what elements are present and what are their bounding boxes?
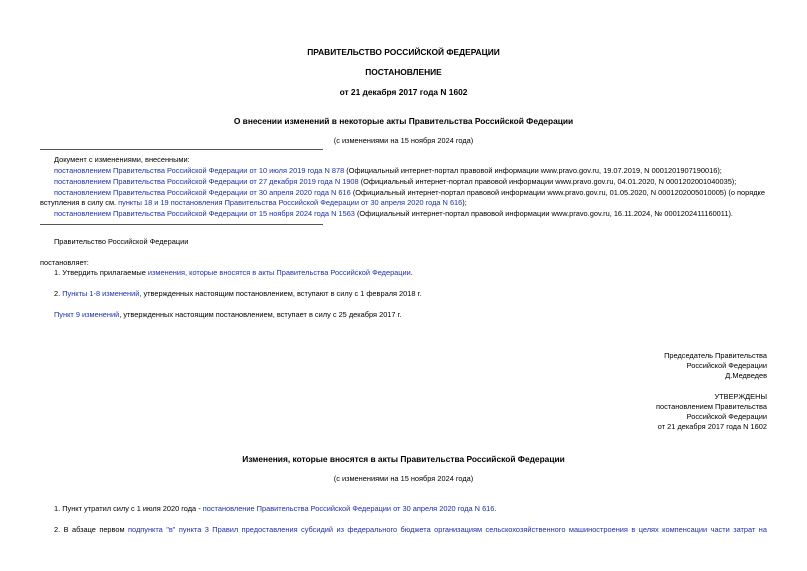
paragraph-text: 1. Утвердить прилагаемые	[54, 268, 148, 277]
revision-note: (с изменениями на 15 ноября 2024 года)	[333, 136, 474, 145]
change-item	[54, 209, 733, 218]
approved-line: Российской Федерации	[686, 412, 767, 421]
change-source: (Официальный интернет-портал правовой информации www.pravo.gov.ru, 04.01.2020, N 0001202001040035);	[358, 177, 737, 186]
top-divider	[40, 149, 323, 150]
change-note-prefix: вступления в силу см.	[40, 198, 119, 207]
change-item	[54, 166, 722, 175]
change-link[interactable]: постановлением Правительства Российской Федерации от 15 ноября 2024 года N 1563	[54, 209, 355, 218]
paragraph-1	[54, 268, 413, 277]
change-source: (Официальный интернет-портал правовой информации www.pravo.gov.ru, 16.11.2024, № 0001202411160011).	[354, 209, 733, 218]
signature-position: Председатель Правительства	[664, 351, 767, 360]
change-link[interactable]: постановлением Правительства Российской Федерации от 10 июля 2019 года N 878	[54, 166, 345, 175]
signature-position-2: Российской Федерации	[686, 361, 767, 370]
change-note-suffix: );	[462, 198, 467, 207]
change-item	[54, 177, 736, 186]
changes-intro: Документ с изменениями, внесенными:	[54, 155, 190, 164]
annex-item-link[interactable]: постановление Правительства Российской Федерации от 30 апреля 2020 года N 616	[202, 504, 495, 513]
change-item	[54, 188, 765, 197]
paragraph-text: , утвержденных настоящим постановлением, вступает в силу с 25 декабря 2017 г.	[119, 310, 402, 319]
document-date-number: от 21 декабря 2017 года N 1602	[339, 87, 468, 97]
government-heading: ПРАВИТЕЛЬСТВО РОССИЙСКОЙ ФЕДЕРАЦИИ	[307, 47, 500, 57]
annex-item-text: 2. В абзаце первом	[54, 525, 129, 534]
paragraph-link[interactable]: изменения, которые вносятся в акты Правительства Российской Федерации	[147, 268, 411, 277]
paragraph-3	[54, 310, 401, 319]
signature-name: Д.Медведев	[725, 371, 767, 380]
paragraph-link[interactable]: Пункт 9 изменений	[54, 310, 120, 319]
paragraph-text: 2.	[54, 289, 63, 298]
change-item-continuation	[40, 198, 467, 207]
change-link[interactable]: постановлением Правительства Российской Федерации от 27 декабря 2019 года N 1908	[54, 177, 359, 186]
approved-line: постановлением Правительства	[656, 402, 767, 411]
annex-item-text: 1. Пункт утратил силу с 1 июля 2020 года -	[54, 504, 203, 513]
issuer: Правительство Российской Федерации	[54, 237, 189, 246]
annex-revision-note: (с изменениями на 15 ноября 2024 года)	[333, 474, 474, 483]
decrees-label: постановляет:	[40, 258, 89, 267]
change-source: (Официальный интернет-портал правовой информации www.pravo.gov.ru, 01.05.2020, N 0001202005010005) (о порядке	[350, 188, 765, 197]
paragraph-2	[54, 289, 421, 298]
annex-title: Изменения, которые вносятся в акты Правительства Российской Федерации	[242, 454, 565, 464]
paragraph-text: .	[410, 268, 413, 277]
approved-line: от 21 декабря 2017 года N 1602	[657, 422, 767, 431]
change-note-link[interactable]: пункты 18 и 19 постановления Правительства Российской Федерации от 30 апреля 2020 года N 616	[118, 198, 463, 207]
annex-item-text: .	[494, 504, 497, 513]
paragraph-text: , утвержденных настоящим постановлением, вступают в силу с 1 февраля 2018 г.	[139, 289, 422, 298]
annex-item-2	[54, 525, 767, 534]
document-type: ПОСТАНОВЛЕНИЕ	[365, 67, 442, 77]
annex-item-1	[54, 504, 496, 513]
annex-item-link[interactable]: подпункта "в" пункта 3 Правил предоставления субсидий из федерального бюджета организациям сельскохозяйственного машиностроения в целях компенсации части затрат на	[128, 525, 767, 534]
change-link[interactable]: постановлением Правительства Российской Федерации от 30 апреля 2020 года N 616	[54, 188, 351, 197]
document-title: О внесении изменений в некоторые акты Правительства Российской Федерации	[233, 116, 574, 126]
change-source: (Официальный интернет-портал правовой информации www.pravo.gov.ru, 19.07.2019, N 0001201907190016);	[344, 166, 722, 175]
bottom-divider	[40, 224, 323, 225]
paragraph-link[interactable]: Пункты 1-8 изменений	[62, 289, 140, 298]
approved-heading: УТВЕРЖДЕНЫ	[714, 392, 767, 401]
